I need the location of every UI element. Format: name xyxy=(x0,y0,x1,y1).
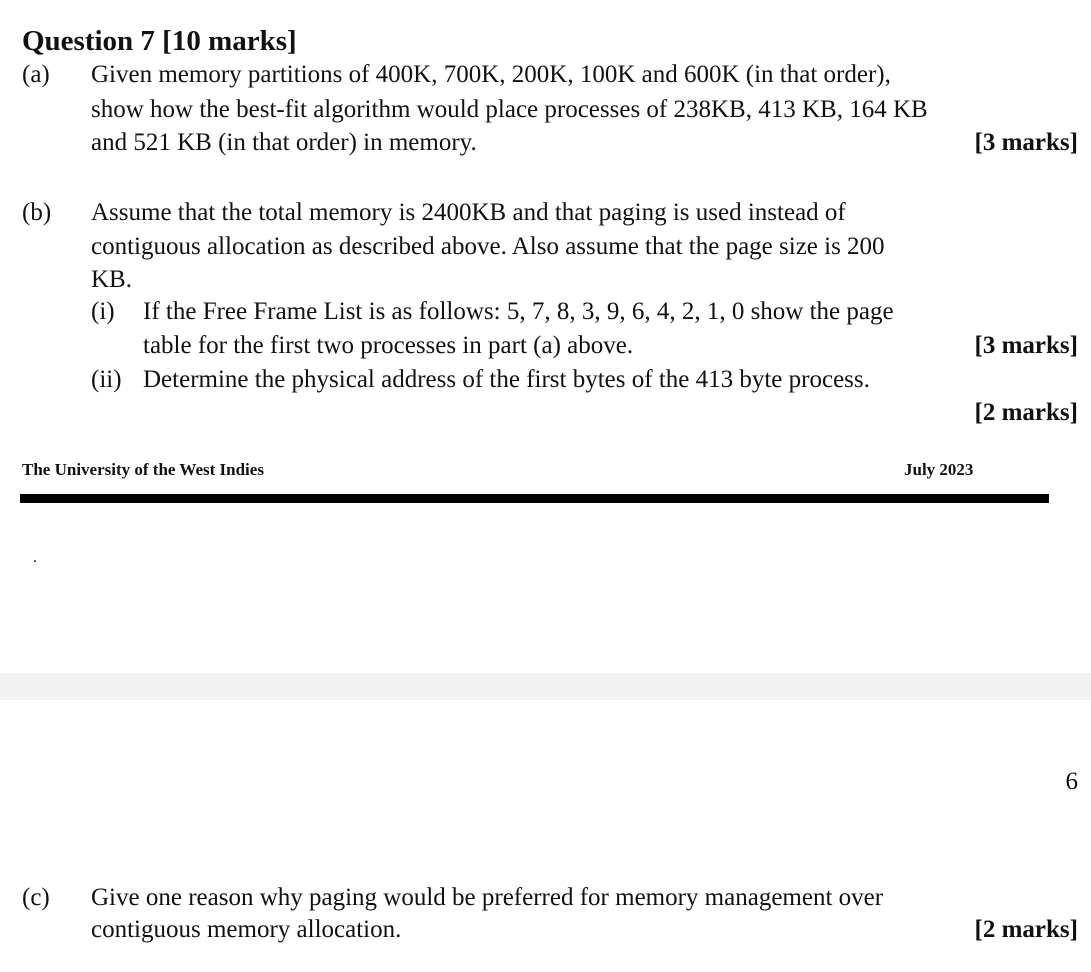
part-a-line-2: show how the best-fit algorithm would place processes of 238KB, 413 KB, 164 KB xyxy=(91,96,928,123)
question-title: Question 7 [10 marks] xyxy=(22,25,297,57)
part-a-label: (a) xyxy=(22,61,50,88)
part-c-line-2: contiguous memory allocation. xyxy=(91,916,402,943)
part-a-line-1: Given memory partitions of 400K, 700K, 200K, 100K and 600K (in that order), xyxy=(91,61,891,88)
part-b-i-marks: [3 marks] xyxy=(974,332,1078,359)
part-a-line-3: and 521 KB (in that order) in memory. xyxy=(91,129,477,156)
part-b-line-2: contiguous allocation as described above. Also assume that the page size is 200 xyxy=(91,233,885,260)
part-b-i-line-2: table for the first two processes in part (a) above. xyxy=(143,332,634,359)
part-b-ii-marks: [2 marks] xyxy=(974,399,1078,426)
page-gap-band xyxy=(0,673,1091,700)
page-number: 6 xyxy=(1065,768,1078,795)
part-b-ii-label: (ii) xyxy=(91,366,122,393)
part-c-marks: [2 marks] xyxy=(974,916,1078,943)
part-c-line-1: Give one reason why paging would be preferred for memory management over xyxy=(91,884,884,911)
part-b-i-label: (i) xyxy=(91,298,115,325)
footer-institution: The University of the West Indies xyxy=(22,460,264,479)
part-b-i-line-1: If the Free Frame List is as follows: 5, 7, 8, 3, 9, 6, 4, 2, 1, 0 show the page xyxy=(143,298,894,325)
part-b-line-1: Assume that the total memory is 2400KB and that paging is used instead of xyxy=(91,199,846,226)
part-b-label: (b) xyxy=(22,199,52,226)
footer-rule xyxy=(20,494,1049,503)
part-b-ii-line-1: Determine the physical address of the first bytes of the 413 byte process. xyxy=(143,366,870,393)
stray-dot: . xyxy=(33,549,37,566)
part-c-label: (c) xyxy=(22,884,50,911)
footer-date: July 2023 xyxy=(904,460,974,479)
part-b-line-3: KB. xyxy=(91,266,132,293)
part-a-marks: [3 marks] xyxy=(974,129,1078,156)
